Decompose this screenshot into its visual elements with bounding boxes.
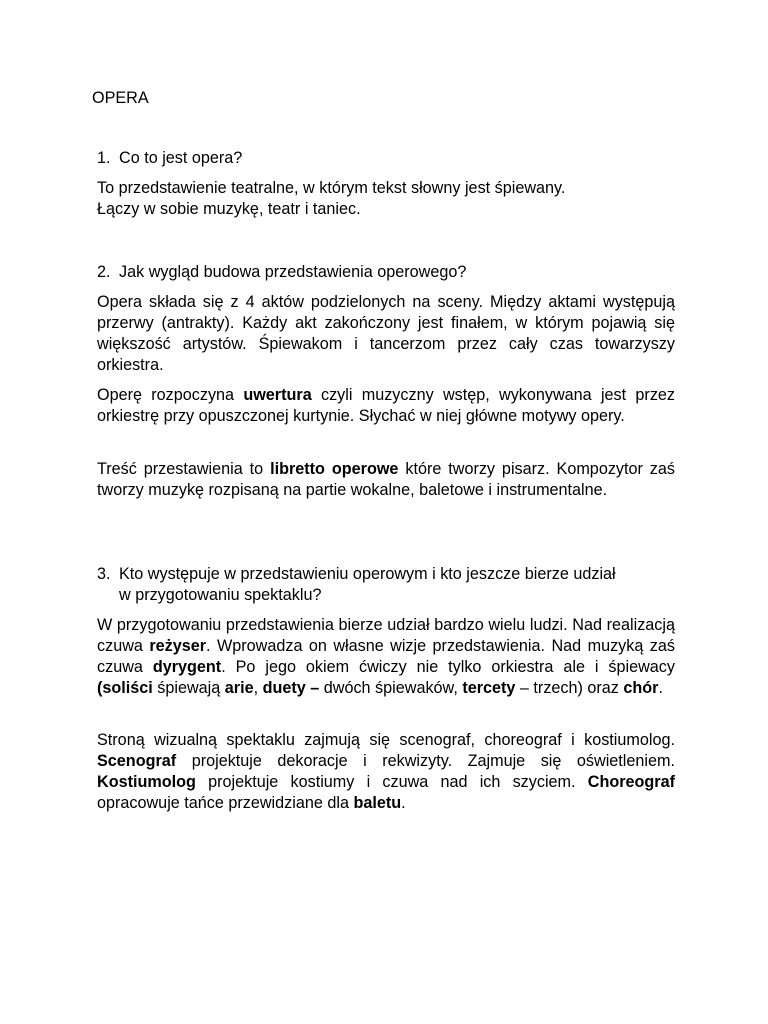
answer-3-p1-text-3: . Po jego okiem ćwiczy nie tylko orkiestra ale i śpiewacy bbox=[221, 658, 675, 676]
term-libretto: libretto operowe bbox=[270, 460, 399, 478]
answer-2-paragraph-1: Opera składa się z 4 aktów podzielonych na sceny. Między aktami występują przerwy (antrakty). Każdy akt zakończony jest finałem, w którym pojawią się większość artystów. Śpiewakom i tancerzom przez cały czas towarzyszy orkiestra. bbox=[97, 293, 675, 374]
answer-2-paragraph-3 bbox=[97, 459, 675, 501]
term-choreograf: Choreograf bbox=[587, 773, 675, 791]
answer-3-p1-text-6: dwóch śpiewaków, bbox=[319, 679, 463, 697]
term-baletu: baletu bbox=[353, 794, 402, 812]
answer-3-p1-text-4: śpiewają bbox=[152, 679, 225, 697]
answer-3-p2-text-5: . bbox=[401, 794, 406, 812]
question-2-heading bbox=[97, 262, 675, 283]
question-3-number: 3. bbox=[97, 565, 111, 583]
question-1-heading bbox=[97, 148, 675, 169]
term-solisci: (soliści bbox=[97, 679, 153, 697]
term-rezyser: reżyser bbox=[149, 637, 207, 655]
question-3-text-line-1: Kto występuje w przedstawieniu operowym i kto jeszcze bierze udział bbox=[119, 565, 616, 583]
answer-2-p2-text-1: Operę rozpoczyna bbox=[97, 386, 244, 404]
term-tercety: tercety bbox=[462, 679, 516, 697]
answer-3-paragraph-2 bbox=[97, 730, 675, 814]
question-2-number: 2. bbox=[97, 263, 111, 281]
answer-2-paragraph-2 bbox=[97, 385, 675, 427]
answer-3-p2-text-1: Stroną wizualną spektaklu zajmują się scenograf, choreograf i kostiumolog. bbox=[97, 731, 675, 749]
question-1-number: 1. bbox=[97, 149, 111, 167]
answer-3-p1-text-7: – trzech) oraz bbox=[515, 679, 624, 697]
answer-2-p3-text-1: Treść przestawienia to bbox=[97, 460, 271, 478]
answer-3-p1-text-2: . Wprowadza on własne wizje przedstawienia. Nad muzyką zaś czuwa bbox=[97, 637, 675, 676]
answer-3-p1-text-1: W przygotowaniu przedstawienia bierze udział bardzo wielu ludzi. Nad realizacją czuwa bbox=[97, 616, 675, 655]
document-title: OPERA bbox=[92, 89, 149, 107]
answer-2-p2-text-2: czyli muzyczny wstęp, wykonywana jest przez orkiestrę przy opuszczonej kurtynie. Słychać w niej główne motywy opery. bbox=[97, 386, 676, 425]
answer-3-paragraph-1 bbox=[97, 615, 675, 699]
term-duety: duety – bbox=[262, 679, 320, 697]
answer-1-line-1: To przedstawienie teatralne, w którym tekst słowny jest śpiewany. bbox=[97, 179, 566, 197]
answer-3-p2-text-3: projektuje kostiumy i czuwa nad ich szyciem. bbox=[195, 773, 588, 791]
term-scenograf: Scenograf bbox=[97, 752, 177, 770]
term-arie: arie bbox=[224, 679, 254, 697]
question-3-heading bbox=[97, 564, 675, 606]
term-kostiumolog: Kostiumolog bbox=[97, 773, 196, 791]
answer-1-paragraph bbox=[97, 178, 675, 220]
answer-1-line-2: Łączy w sobie muzykę, teatr i taniec. bbox=[97, 200, 361, 218]
term-uwertura: uwertura bbox=[243, 386, 312, 404]
question-2-text: Jak wygląd budowa przedstawienia operowego? bbox=[119, 263, 467, 281]
term-dyrygent: dyrygent bbox=[152, 658, 222, 676]
answer-3-p2-text-2: projektuje dekoracje i rekwizyty. Zajmuje się oświetleniem. bbox=[176, 752, 675, 770]
question-3-text-line-2: w przygotowaniu spektaklu? bbox=[119, 586, 322, 604]
answer-2-p3-text-2: które tworzy pisarz. Kompozytor zaś tworzy muzykę rozpisaną na partie wokalne, baletowe i instrumentalne. bbox=[97, 460, 675, 499]
answer-3-p2-text-4: opracowuje tańce przewidziane dla bbox=[97, 794, 354, 812]
question-1-text: Co to jest opera? bbox=[119, 149, 243, 167]
answer-3-p1-text-8: . bbox=[658, 679, 663, 697]
answer-3-p1-text-5: , bbox=[253, 679, 263, 697]
term-chor: chór bbox=[623, 679, 659, 697]
